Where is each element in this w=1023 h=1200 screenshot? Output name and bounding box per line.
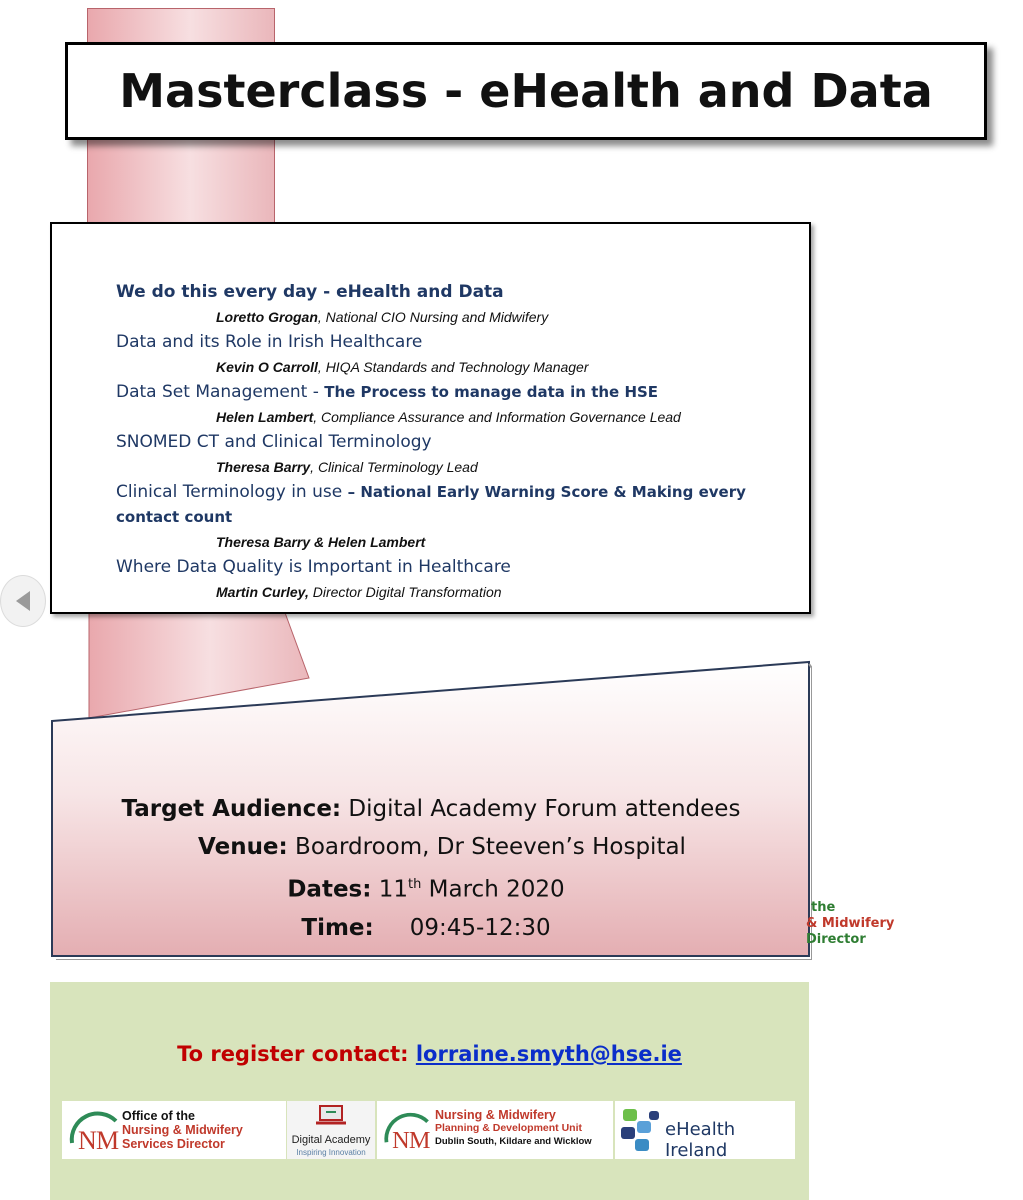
session-title: Data and its Role in Irish Healthcare bbox=[116, 332, 423, 352]
ehealth-ireland-logo: eHealth Ireland bbox=[615, 1101, 795, 1159]
session-speaker: Theresa Barry & Helen Lambert bbox=[216, 534, 426, 550]
register-panel bbox=[50, 982, 809, 1200]
nm-logo-icon bbox=[379, 1103, 435, 1159]
session-speaker: Kevin O Carroll, HIQA Standards and Technology Manager bbox=[216, 359, 589, 375]
session-title: We do this every day - eHealth and Data bbox=[116, 282, 504, 302]
page-title: Masterclass - eHealth and Data bbox=[119, 64, 933, 118]
agenda-item bbox=[116, 555, 796, 605]
session-speaker: Martin Curley, Director Digital Transformation bbox=[216, 584, 502, 600]
session-speaker: Helen Lambert, Compliance Assurance and Information Governance Lead bbox=[216, 409, 681, 425]
svg-text:M: M bbox=[408, 1126, 431, 1154]
agenda-item bbox=[116, 480, 796, 555]
nm-logo-icon bbox=[64, 1103, 124, 1159]
register-email-link[interactable]: lorraine.smyth@hse.ie bbox=[415, 1042, 682, 1066]
svg-text:M: M bbox=[96, 1126, 120, 1155]
agenda-item bbox=[116, 330, 796, 380]
session-title: Data Set Management - The Process to manage data in the HSE bbox=[116, 382, 659, 402]
agenda-item bbox=[116, 380, 796, 430]
session-title: SNOMED CT and Clinical Terminology bbox=[116, 432, 432, 452]
ehealth-cross-icon bbox=[617, 1105, 667, 1155]
register-line: To register contact: lorraine.smyth@hse.ie bbox=[177, 1042, 682, 1066]
partial-logo-text: the & Midwifery Director bbox=[806, 900, 895, 947]
agenda-box bbox=[50, 222, 811, 614]
venue: Venue: Boardroom, Dr Steeven’s Hospital bbox=[198, 834, 686, 860]
previous-button[interactable] bbox=[0, 575, 46, 627]
agenda-list bbox=[116, 280, 796, 605]
event-details bbox=[50, 790, 812, 947]
session-title: Where Data Quality is Important in Healthcare bbox=[116, 557, 511, 577]
session-speaker: Theresa Barry, Clinical Terminology Lead bbox=[216, 459, 478, 475]
svg-text:N: N bbox=[78, 1126, 97, 1155]
session-speaker: Loretto Grogan, National CIO Nursing and Midwifery bbox=[216, 309, 549, 325]
digital-academy-logo: Digital Academy Inspiring Innovation bbox=[287, 1101, 375, 1159]
svg-text:N: N bbox=[392, 1126, 410, 1154]
dates: Dates: 11th March 2020 bbox=[287, 876, 565, 903]
nmpdu-logo: N M Nursing & Midwifery Planning & Development Unit Dublin South, Kildare and Wicklow bbox=[377, 1101, 613, 1159]
agenda-item bbox=[116, 430, 796, 480]
title-box bbox=[65, 42, 987, 140]
onmsd-logo: N M Office of the Nursing & Midwifery Services Director bbox=[62, 1101, 286, 1159]
agenda-item bbox=[116, 280, 796, 330]
session-title: Clinical Terminology in use – National Early Warning Score & Making every contact count bbox=[116, 482, 746, 526]
time: Time: 09:45-12:30 bbox=[301, 914, 551, 941]
target-audience: Target Audience: Digital Academy Forum attendees bbox=[121, 796, 741, 822]
chevron-left-icon bbox=[12, 589, 34, 613]
laptop-icon bbox=[314, 1104, 348, 1126]
